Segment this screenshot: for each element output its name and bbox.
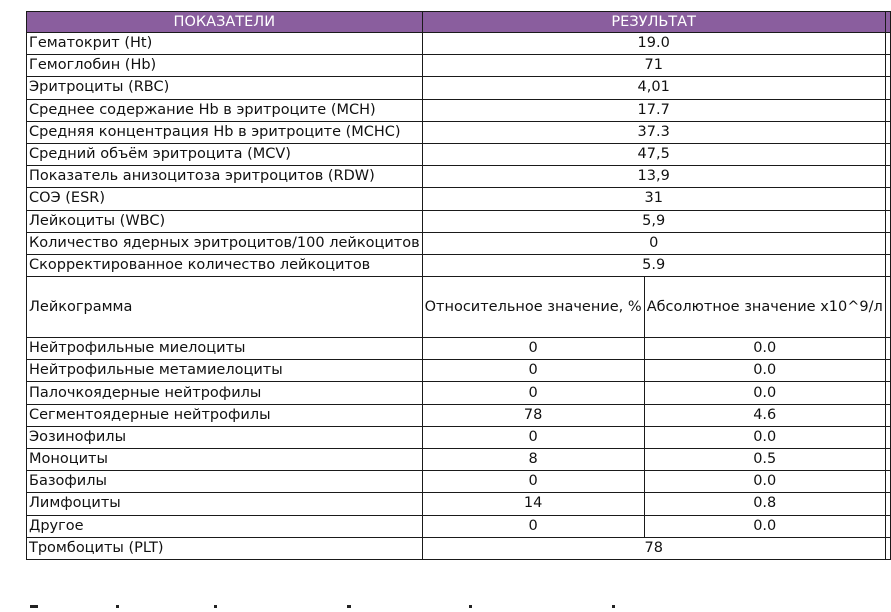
leukogram-header-body: [27, 277, 891, 338]
row-value: 71: [422, 55, 885, 77]
table-row: [27, 210, 891, 232]
extra-cell: [885, 33, 890, 55]
row-name: Сегментоядерные нейтрофилы: [27, 404, 423, 426]
leukogram-title: Лейкограмма: [27, 277, 423, 338]
absolute-value: 0.0: [644, 360, 885, 382]
table-row: [27, 188, 891, 210]
leukogram-body: [27, 338, 891, 538]
leukogram-row: [27, 493, 891, 515]
platelets-body: [27, 537, 891, 559]
relative-value-header: Относительное значение, %: [422, 277, 644, 338]
row-value: 47,5: [422, 143, 885, 165]
row-value: 4,01: [422, 77, 885, 99]
relative-value: 0: [422, 515, 644, 537]
row-name: Показатель анизоцитоза эритроцитов (RDW): [27, 166, 423, 188]
row-name: Нейтрофильные миелоциты: [27, 338, 423, 360]
relative-value: 8: [422, 449, 644, 471]
main-indicators-body: [27, 33, 891, 277]
relative-value: 0: [422, 360, 644, 382]
leukogram-row: [27, 515, 891, 537]
row-name: Лейкоциты (WBC): [27, 210, 423, 232]
extra-cell: [885, 338, 890, 360]
extra-cell: [885, 188, 890, 210]
table-header-row: [27, 12, 891, 33]
row-value: 78: [422, 537, 885, 559]
row-name: Моноциты: [27, 449, 423, 471]
absolute-value: 0.0: [644, 382, 885, 404]
row-value: 37.3: [422, 121, 885, 143]
row-name: Гематокрит (Ht): [27, 33, 423, 55]
row-name: Средний объём эритроцита (MCV): [27, 143, 423, 165]
row-value: 5.9: [422, 254, 885, 276]
leukogram-row: [27, 360, 891, 382]
extra-cell: [885, 254, 890, 276]
extra-cell: [885, 471, 890, 493]
extra-cell: [885, 360, 890, 382]
absolute-value: 0.8: [644, 493, 885, 515]
extra-cell: [885, 77, 890, 99]
relative-value: 0: [422, 338, 644, 360]
extra-cell: [885, 166, 890, 188]
leukogram-row: [27, 404, 891, 426]
relative-value: 0: [422, 382, 644, 404]
row-name: Нейтрофильные метамиелоциты: [27, 360, 423, 382]
extra-cell: [885, 426, 890, 448]
leukogram-row: [27, 382, 891, 404]
table-row: [27, 33, 891, 55]
extra-cell: [885, 404, 890, 426]
extra-cell: [885, 210, 890, 232]
extra-cell: [885, 99, 890, 121]
row-name: СОЭ (ESR): [27, 188, 423, 210]
extra-cell: [885, 121, 890, 143]
row-value: 0: [422, 232, 885, 254]
header-extra-clipped: [885, 12, 890, 33]
table-row: [27, 166, 891, 188]
relative-value: 14: [422, 493, 644, 515]
row-name: Лимфоциты: [27, 493, 423, 515]
leukogram-row: [27, 338, 891, 360]
platelets-row: [27, 537, 891, 559]
extra-cell: [885, 382, 890, 404]
row-value: 31: [422, 188, 885, 210]
extra-cell: [885, 55, 890, 77]
absolute-value: 4.6: [644, 404, 885, 426]
leukogram-row: [27, 471, 891, 493]
row-name: Гемоглобин (Hb): [27, 55, 423, 77]
extra-cell: [885, 232, 890, 254]
row-name: Тромбоциты (PLT): [27, 537, 423, 559]
row-value: 5,9: [422, 210, 885, 232]
extra-cell: [885, 515, 890, 537]
row-name: Эозинофилы: [27, 426, 423, 448]
absolute-value: 0.5: [644, 449, 885, 471]
row-name: Эритроциты (RBC): [27, 77, 423, 99]
extra-cell: [885, 449, 890, 471]
row-value: 17.7: [422, 99, 885, 121]
row-name: Средняя концентрация Нb в эритроците (MCHC): [27, 121, 423, 143]
extra-cell: [885, 143, 890, 165]
header-indicators: ПОКАЗАТЕЛИ: [27, 12, 423, 33]
blood-test-table: [26, 11, 891, 560]
leukogram-header-row: [27, 277, 891, 338]
extra-cell: [885, 277, 890, 338]
leukogram-row: [27, 426, 891, 448]
row-name: Среднее содержание Нb в эритроците (MCH): [27, 99, 423, 121]
table-row: [27, 55, 891, 77]
extra-cell: [885, 537, 890, 559]
row-value: 13,9: [422, 166, 885, 188]
absolute-value: 0.0: [644, 471, 885, 493]
table-row: [27, 77, 891, 99]
row-name: Палочкоядерные нейтрофилы: [27, 382, 423, 404]
header-result: РЕЗУЛЬТАТ: [422, 12, 885, 33]
relative-value: 78: [422, 404, 644, 426]
absolute-value: 0.0: [644, 515, 885, 537]
row-name: Базофилы: [27, 471, 423, 493]
table-row: [27, 99, 891, 121]
relative-value: 0: [422, 426, 644, 448]
extra-cell: [885, 493, 890, 515]
table-row: [27, 121, 891, 143]
leukogram-row: [27, 449, 891, 471]
table-row: [27, 254, 891, 276]
row-name: Количество ядерных эритроцитов/100 лейкоцитов: [27, 232, 423, 254]
absolute-value: 0.0: [644, 426, 885, 448]
row-name: Другое: [27, 515, 423, 537]
clipped-footer-text: [26, 593, 726, 600]
relative-value: 0: [422, 471, 644, 493]
table-row: [27, 143, 891, 165]
row-value: 19.0: [422, 33, 885, 55]
row-name: Скорректированное количество лейкоцитов: [27, 254, 423, 276]
absolute-value: 0.0: [644, 338, 885, 360]
absolute-value-header: Абсолютное значение x10^9/л: [644, 277, 885, 338]
lab-results-sheet: [26, 11, 883, 560]
table-row: [27, 232, 891, 254]
